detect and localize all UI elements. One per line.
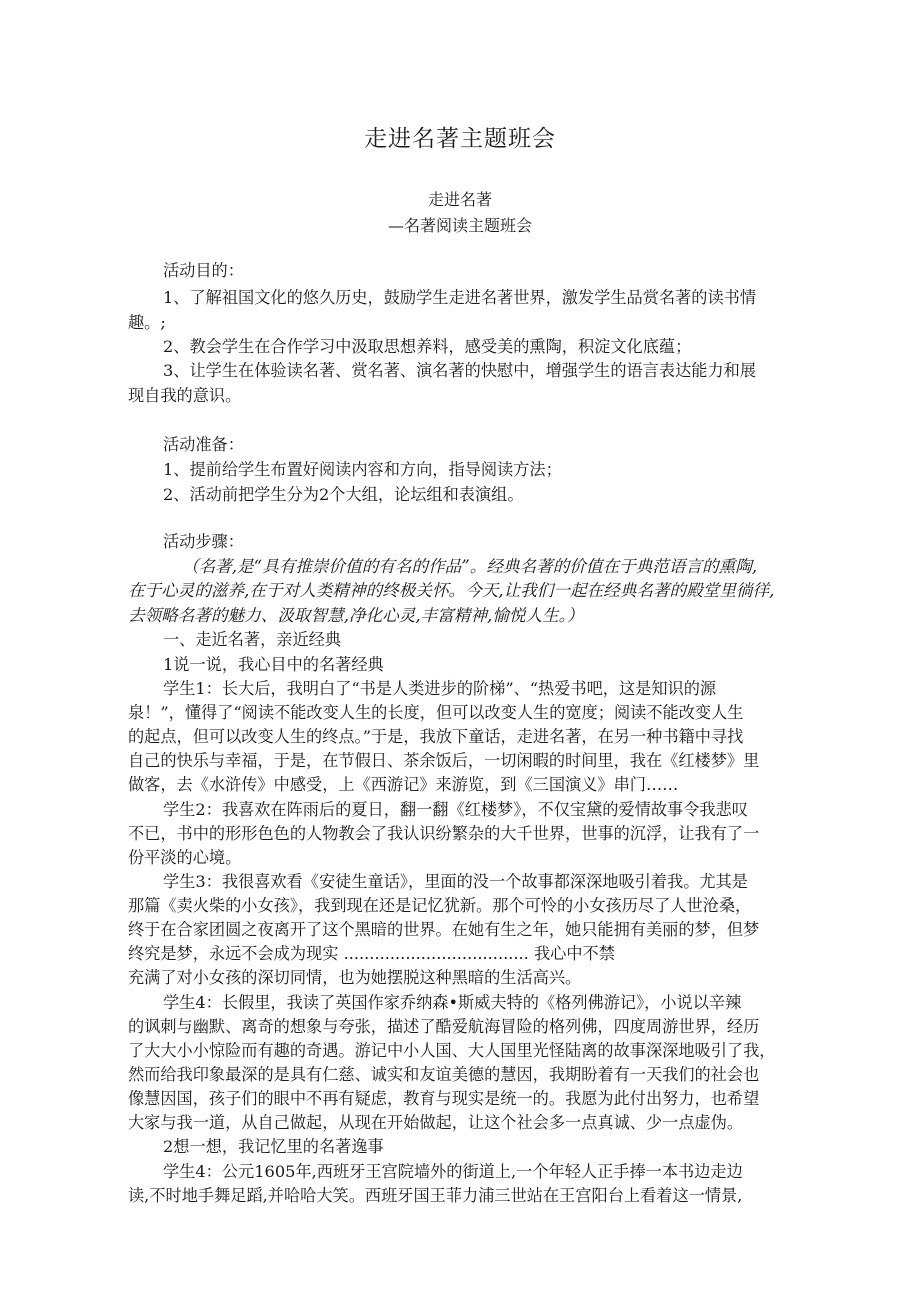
student-2-line-2: 不已，书中的形形色色的人物教会了我认识纷繁杂的大千世界，世事的沉浮，让我有了一 bbox=[128, 824, 760, 843]
student-1-line-2: 泉！”，懂得了“阅读不能改变人生的长度，但可以改变人生的宽度；阅读不能改变人生 bbox=[128, 703, 744, 722]
student-1-line-1: 学生1：长大后，我明白了“书是人类进步的阶梯”、“热爱书吧，这是知识的源 bbox=[163, 679, 717, 698]
section-1-heading: 一、走近名著，亲近经典 bbox=[163, 630, 342, 649]
purpose-item-3-cont: 现自我的意识。 bbox=[128, 386, 242, 405]
subtitle-main: 走进名著 bbox=[427, 190, 492, 209]
document-title: 走进名著主题班会 bbox=[364, 126, 556, 152]
purpose-item-1-cont: 趣。; bbox=[128, 313, 166, 332]
intro-italic-line-1: （名著,是“具有推崇价值的有名的作品”。经典名著的价值在于典范语言的熏陶, bbox=[182, 557, 758, 576]
student-3-line-3: 终于在合家团圆之夜离开了这个黑暗的世界。在她有生之年，她只能拥有美丽的梦，但梦 bbox=[128, 920, 760, 939]
anecdote-line-2: 读,不时地手舞足蹈,并哈哈大笑。西班牙国王菲力浦三世站在王宫阳台上看着这一情景, bbox=[128, 1186, 743, 1205]
heading-purpose: 活动目的： bbox=[163, 261, 244, 280]
intro-italic-line-3: 去领略名著的魅力、汲取智慧,净化心灵,丰富精神,愉悦人生。） bbox=[128, 606, 584, 625]
student-3-line-5: 充满了对小女孩的深切同情，也为她摆脱这种黑暗的生活高兴。 bbox=[128, 968, 582, 987]
subsection-2-heading: 2想一想，我记忆里的名著逸事 bbox=[163, 1137, 384, 1156]
purpose-item-1: 1、了解祖国文化的悠久历史，鼓励学生走进名著世界，激发学生品赏名著的读书情 bbox=[163, 288, 757, 307]
student-2-line-3: 份平淡的心境。 bbox=[128, 848, 242, 867]
student-4-line-5: 像慧因国，孩子们的眼中不再有疑虑，教育与现实是统一的。我愿为此付出努力，也希望 bbox=[128, 1089, 760, 1108]
preparation-item-1: 1、提前给学生布置好阅读内容和方向，指导阅读方法； bbox=[163, 460, 562, 479]
purpose-item-3: 3、让学生在体验读名著、赏名著、演名著的快慰中，增强学生的语言表达能力和展 bbox=[163, 361, 757, 380]
student-4-line-6: 大家与我一道，从自己做起，从现在开始做起，让这个社会多一点真诚、少一点虚伪。 bbox=[128, 1113, 744, 1132]
student-1-line-3: 的起点，但可以改变人生的终点。”于是，我放下童话，走进名著，在另一种书籍中寻找 bbox=[128, 727, 744, 746]
preparation-item-2: 2、活动前把学生分为2个大组，论坛组和表演组。 bbox=[163, 485, 524, 504]
anecdote-line-1: 学生4：公元1605年,西班牙王宫院墙外的街道上,一个年轻人正手捧一本书边走边 bbox=[163, 1162, 743, 1181]
student-1-line-4: 自己的快乐与幸福，于是，在节假日、茶余饭后，一切闲暇的时间里，我在《红楼梦》里 bbox=[128, 751, 760, 770]
student-4-line-2: 的讽刺与幽默、离奇的想象与夸张，描述了酷爱航海冒险的格列佛，四度周游世界，经历 bbox=[128, 1017, 760, 1036]
heading-preparation: 活动准备： bbox=[163, 435, 244, 454]
student-4-line-1: 学生4：长假里，我读了英国作家乔纳森•斯威夫特的《格列佛游记》，小说以辛辣 bbox=[163, 993, 742, 1012]
student-1-line-5: 做客，去《水浒传》中感受，上《西游记》来游览，到《三国演义》串门…… bbox=[128, 775, 679, 794]
purpose-item-2: 2、教会学生在合作学习中汲取思想养料，感受美的熏陶，积淀文化底蕴； bbox=[163, 337, 692, 356]
heading-steps: 活动步骤： bbox=[163, 532, 244, 551]
intro-italic-line-2: 在于心灵的滋养,在于对人类精神的终极关怀。今天,让我们一起在经典名著的殿堂里徜徉, bbox=[128, 581, 775, 600]
student-3-line-1: 学生3：我很喜欢看《安徒生童话》，里面的没一个故事都深深地吸引着我。尤其是 bbox=[163, 872, 748, 891]
student-2-line-1: 学生2：我喜欢在阵雨后的夏日，翻一翻《红楼梦》，不仅宝黛的爱情故事令我悲叹 bbox=[163, 800, 748, 819]
student-4-line-4: 然而给我印象最深的是具有仁慈、诚实和友谊美德的慧因，我期盼着有一天我们的社会也 bbox=[128, 1065, 760, 1084]
student-3-line-2: 那篇《卖火柴的小女孩》，我到现在还是记忆犹新。那个可怜的小女孩历尽了人世沧桑， bbox=[128, 896, 752, 915]
subsection-1-heading: 1说一说，我心目中的名著经典 bbox=[163, 655, 384, 674]
student-4-line-3: 了大大小小惊险而有趣的奇遇。游记中小人国、大人国里光怪陆离的故事深深地吸引了我， bbox=[128, 1041, 776, 1060]
subtitle-secondary: —名著阅读主题班会 bbox=[387, 216, 532, 235]
student-3-line-4: 终究是梦，永远不会成为现实 .................................... 我心中不禁 bbox=[128, 944, 615, 963]
